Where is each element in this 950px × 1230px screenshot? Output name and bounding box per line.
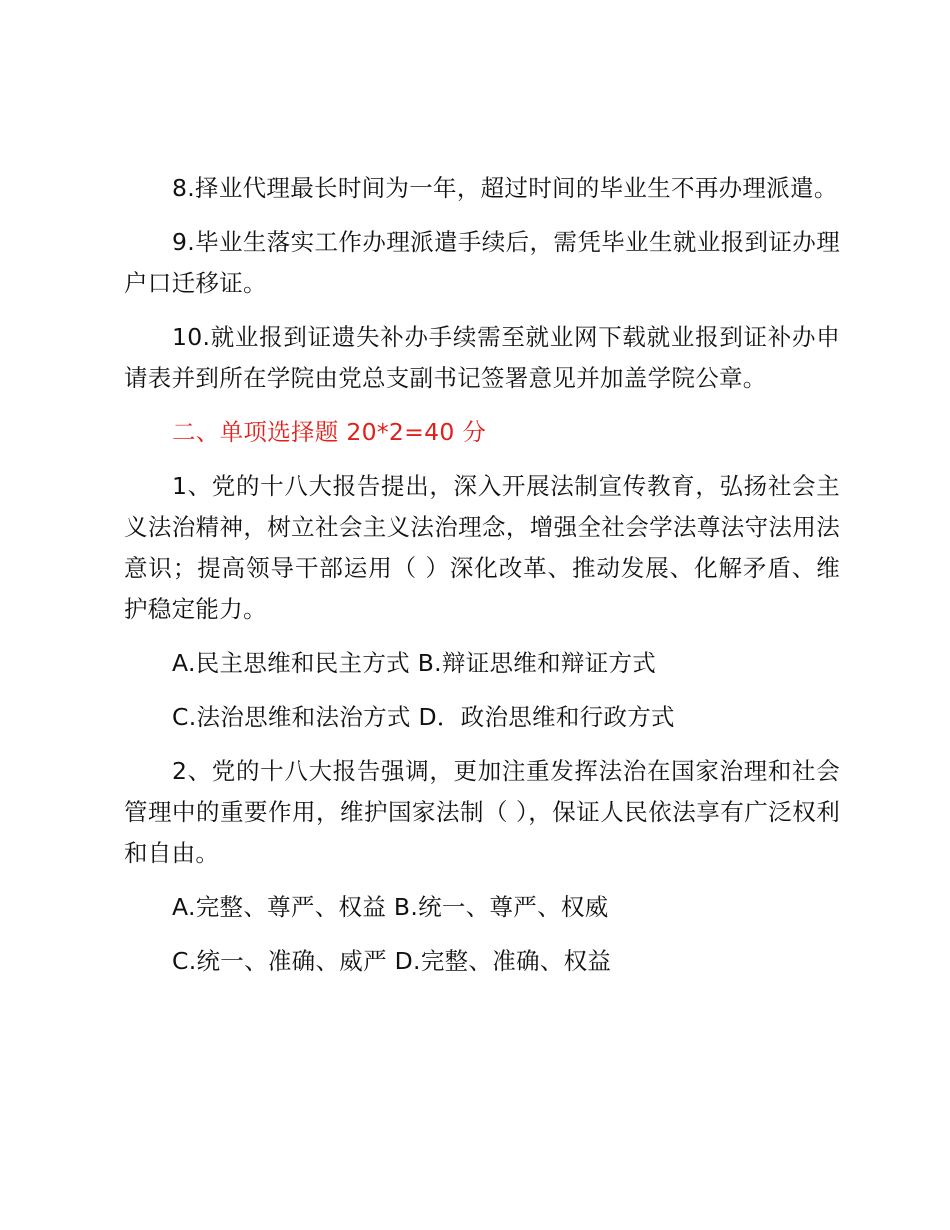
paragraph-item-10: 10.就业报到证遗失补办手续需至就业网下载就业报到证补办申请表并到所在学院由党总支副书记签署意见并加盖学院公章。 xyxy=(124,323,840,392)
paragraph-item-8: 8.择业代理最长时间为一年，超过时间的毕业生不再办理派遣。 xyxy=(172,174,838,202)
document-body xyxy=(124,168,840,982)
question-2-options-ab: A.完整、尊严、权益 B.统一、尊严、权威 xyxy=(172,893,609,921)
paragraph-item-9: 9.毕业生落实工作办理派遣手续后，需凭毕业生就业报到证办理户口迁移证。 xyxy=(124,228,840,297)
question-1-stem: 1、党的十八大报告提出，深入开展法制宣传教育，弘扬社会主义法治精神，树立社会主义法治理念，增强全社会学法尊法守法用法意识；提高领导干部运用（ ）深化改革、推动发展、化解矛盾、维护稳定能力。 xyxy=(124,472,840,623)
section-heading: 二、单项选择题 20*2=40 分 xyxy=(172,418,487,446)
question-2-stem: 2、党的十八大报告强调，更加注重发挥法治在国家治理和社会管理中的重要作用，维护国家法制（ ），保证人民依法享有广泛权利和自由。 xyxy=(124,757,840,867)
question-2-options-cd: C.统一、准确、威严 D.完整、准确、权益 xyxy=(172,947,612,975)
question-1-options-cd: C.法治思维和法治方式 D．政治思维和行政方式 xyxy=(172,703,675,731)
question-1-options-ab: A.民主思维和民主方式 B.辩证思维和辩证方式 xyxy=(172,649,657,677)
